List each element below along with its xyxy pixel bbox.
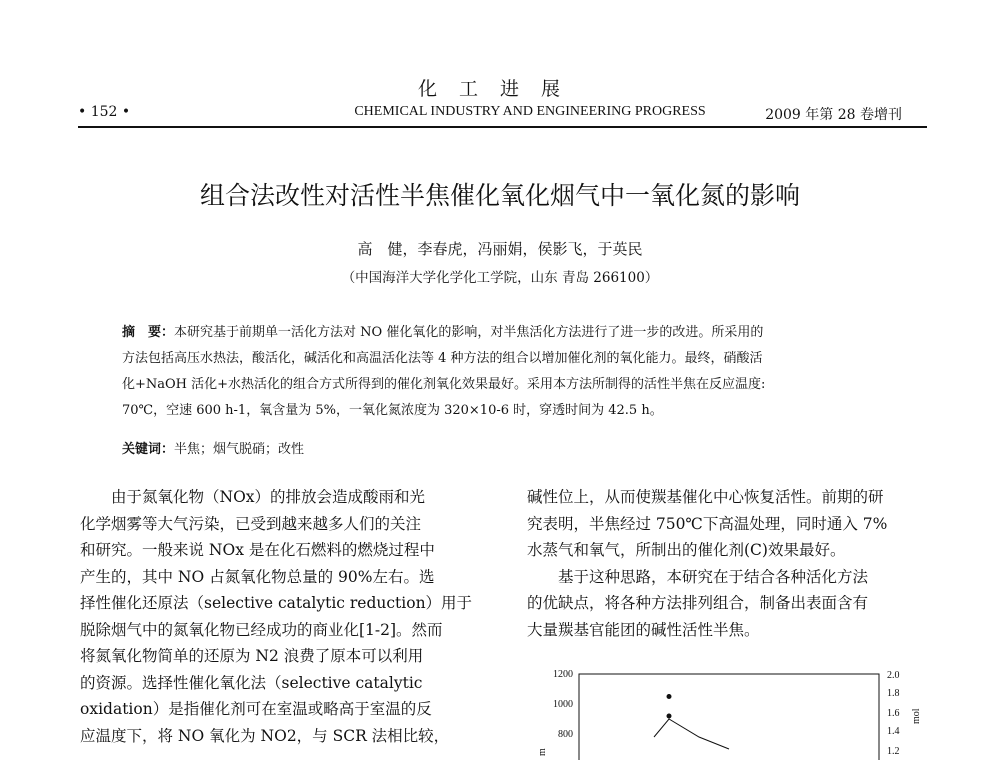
body-line: 脱除烟气中的氮氧化物已经成功的商业化[1-2]。然而 [80,620,443,639]
right-tick-label: 1.6 [887,708,900,719]
journal-title-cn: 化工进展 [417,78,582,100]
body-left-column [80,484,492,749]
body-right-column [527,484,927,643]
body-line: 应温度下，将 NO 氧化为 NO2，与 SCR 法相比较， [80,726,450,745]
keywords-text: 半焦；烟气脱硝；改性 [174,442,305,457]
data-marks [654,694,729,749]
issue-info: 2009 年第 28 卷增刊 [765,107,902,123]
left-axis-label: m [537,748,548,756]
abstract-line: 摘 要：本研究基于前期单一活化方法对 NO 催化氧化的影响，对半焦活化方法进行了进一步的改进。所采用的 [122,325,764,340]
body-line: oxidation）是指催化剂可在室温或略高于室温的反 [80,700,432,718]
abstract-line: 化+NaOH 活化+水热活化的组合方式所得到的催化剂氧化效果最好。采用本方法所制得的活性半焦在反应温度: [122,377,766,392]
body-line: 和研究。一般来说 NOx 是在化石燃料的燃烧过程中 [80,541,435,559]
body-line: 大量羰基官能团的碱性活性半焦。 [527,620,760,639]
plot-frame [579,674,879,760]
figure-chart [527,664,927,760]
body-line: 的优缺点，将各种方法排列组合，制备出表面含有 [527,594,869,612]
body-line: 由于氮氧化物（NOx）的排放会造成酸雨和光 [111,488,426,506]
right-tick-label: 1.2 [887,746,900,757]
body-line: 究表明，半焦经过 750℃下高温处理，同时通入 7% [527,514,888,533]
paper-title: 组合法改性对活性半焦催化氧化烟气中一氧化氮的影响 [199,181,800,210]
abstract [122,320,898,424]
abstract-label: 摘 要： [122,325,175,340]
keywords [122,438,304,457]
body-line: 的资源。选择性催化氧化法（selective catalytic [80,673,423,692]
journal-title-en: CHEMICAL INDUSTRY AND ENGINEERING PROGRESS [354,104,706,119]
body-line: 基于这种思路，本研究在于结合各种活化方法 [558,567,869,586]
right-axis-label: mol [911,708,922,724]
page-number: • 152 • [78,104,131,120]
abstract-line: 70℃，空速 600 h-1，氧含量为 5%，一氧化氮浓度为 320×10-6 时，穿透时间为 42.5 h。 [122,403,663,418]
body-line: 碱性位上，从而使羰基催化中心恢复活性。前期的研 [527,488,884,506]
body-line: 将氮氧化物简单的还原为 N2 浪费了原本可以利用 [80,647,424,665]
left-tick-label: 1200 [553,669,573,680]
series-curve [654,719,729,749]
header-rule [78,126,927,128]
right-tick-label: 1.4 [887,726,900,737]
keywords-label: 关键词： [122,442,175,457]
right-tick-label: 1.8 [887,688,900,699]
body-line: 产生的，其中 NO 占氮氧化物总量的 90%左右。选 [80,567,435,586]
body-line: 择性催化还原法（selective catalytic reduction）用于 [80,594,473,612]
body-line: 水蒸气和氧气，所制出的催化剂(C)效果最好。 [527,541,846,559]
authors: 高 健，李春虎，冯丽娟，侯影飞，于英民 [357,240,643,258]
left-tick-label: 800 [558,729,573,740]
data-point [667,714,672,719]
affiliation: （中国海洋大学化学化工学院，山东 青岛 266100） [341,270,659,286]
data-point [667,694,672,699]
body-line: 化学烟雾等大气污染，已受到越来越多人们的关注 [80,514,422,533]
left-tick-label: 1000 [553,699,573,710]
right-tick-label: 2.0 [887,670,900,681]
abstract-line: 方法包括高压水热法，酸活化，碱活化和高温活化法等 4 种方法的组合以增加催化剂的氧化能力。最终，硝酸活 [122,351,763,366]
